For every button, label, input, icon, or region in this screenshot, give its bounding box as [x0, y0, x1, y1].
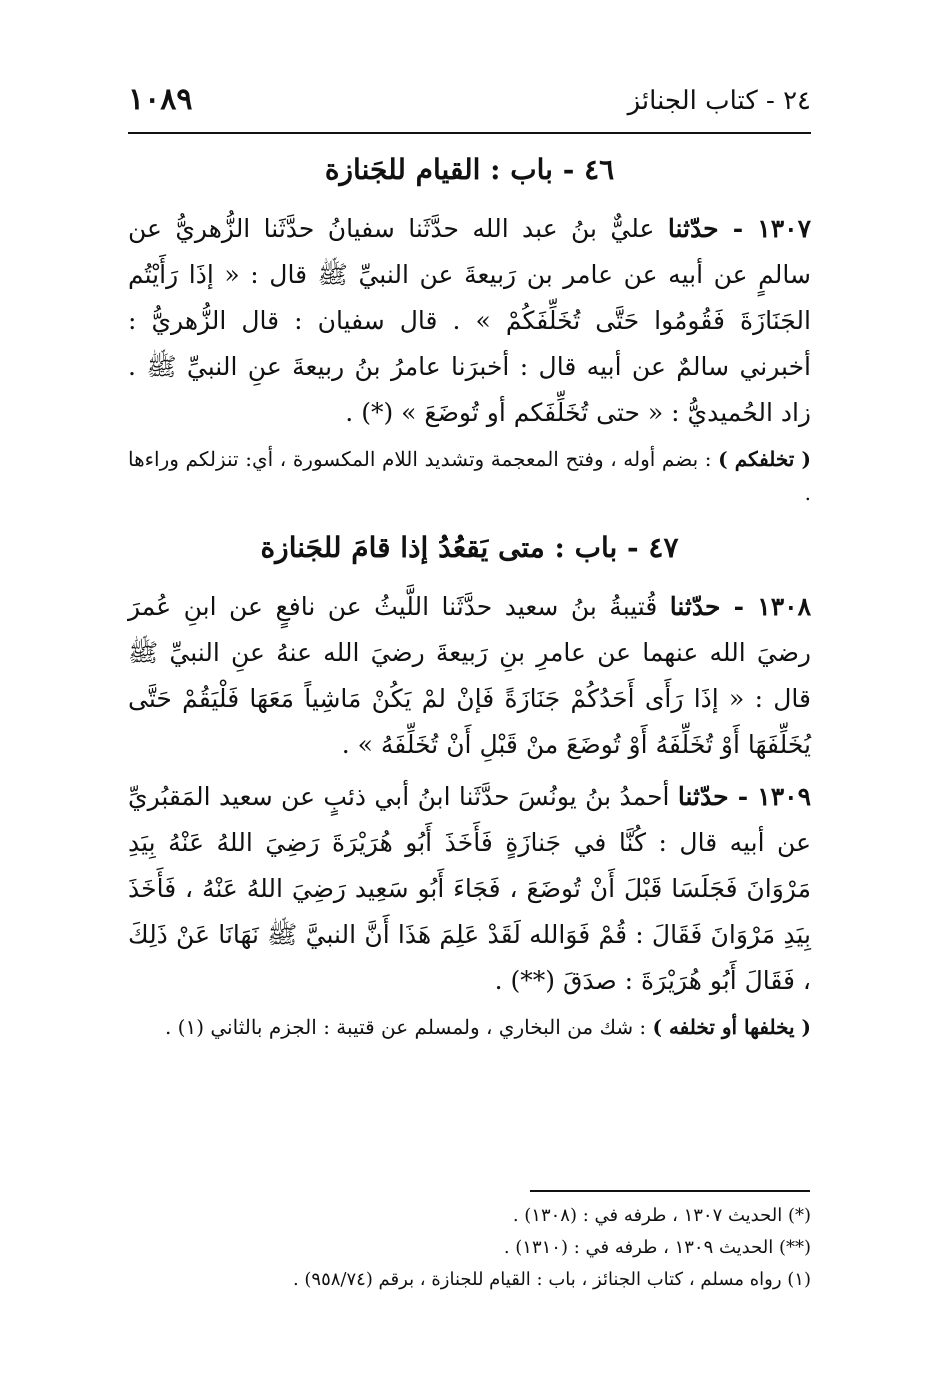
footnote: (*) الحديث ١٣٠٧ ، طرفه في : (١٣٠٨) .: [512, 1205, 811, 1226]
hadith-paragraph: [128, 774, 811, 1004]
hadith-number: ١٣٠٩ - حدّثنا: [677, 782, 811, 811]
hadith-paragraph: [128, 206, 811, 436]
section-heading: ٤٧ - باب : متى يَقعُدُ إذا قامَ للجَنازة: [260, 531, 679, 564]
header-rule: [128, 132, 811, 134]
hadith-number: ١٣٠٧ - حدّثنا: [667, 214, 812, 243]
footnote-rule: [530, 1190, 810, 1192]
note-text: : بضم أوله ، وفتح المعجمة وتشديد اللام المكسورة ، أي: تنزلكم وراءها .: [128, 447, 811, 505]
section-heading: ٤٦ - باب : القيام للجَنازة: [324, 153, 615, 186]
page-number: ١٠٨٩: [128, 82, 193, 117]
hadith-paragraph: [128, 584, 811, 768]
explanatory-note: [128, 442, 811, 510]
note-term: ( يخلفها أو تخلفه ): [652, 1015, 811, 1039]
chapter-title: ٢٤ - كتاب الجنائز: [627, 86, 811, 116]
explanatory-note: [128, 1010, 811, 1044]
hadith-number: ١٣٠٨ - حدّثنا: [669, 592, 811, 621]
footnote: (١) رواه مسلم ، كتاب الجنائز ، باب : القيام للجنازة ، برقم (٩٥٨/٧٤) .: [292, 1269, 811, 1290]
footnotes: [128, 1200, 811, 1296]
note-text: : شك من البخاري ، ولمسلم عن قتيبة : الجزم بالثاني (١) .: [164, 1015, 653, 1039]
hadith-text: قُتيبةُ بنُ سعيد حدَّثَنا اللَّيثُ عن نافعٍ عن ابنِ عُمرَ رضيَ الله عنهما عن عامرِ بنِ رَبيعةَ رضيَ الله عنهُ عنِ النبيِّ ﷺ قال : « إذَا رَأَى أَحَدُكُمْ جَنَازَةً فَإنْ لمْ يَكُنْ مَاشِياً مَعَهَا فَلْيَقُمْ حَتَّى يُخَلِّفَهَا أَوْ تُخَلِّفَهُ أَوْ تُوضَعَ منْ قَبْلِ أَنْ تُخَلِّفَهُ » .: [128, 592, 811, 759]
page-header: [128, 82, 811, 128]
page-body: [128, 148, 811, 1060]
hadith-text: عليٌّ بنُ عبد الله حدَّثَنا سفيانُ حدَّثَنا الزُّهريُّ عن سالمٍ عن أبيه عن عامر بن رَبيعةَ عن النبيِّ ﷺ قال : « إذَا رَأَيْتُم الجَنَازَةَ فَقُومُوا حَتَّى تُخَلِّفَكُمْ » . قال سفيان : قال الزُّهريُّ : أخبرني سالمٌ عن أبيه قال : أخبرَنا عامرُ بنُ ربيعةَ عنِ النبيِّ ﷺ . زاد الحُميديُّ : « حتى تُخَلِّفَكم أو تُوضَعَ » (*) .: [128, 214, 811, 427]
hadith-text: أحمدُ بنُ يونُسَ حدَّثَنا ابنُ أبي ذئبٍ عن سعيد المَقبُريِّ عن أبيه قال : كُنَّا في جَنازَةٍ فَأَخَذَ أَبُو هُرَيْرَةَ رَضِيَ اللهُ عَنْهُ بِيَدِ مَرْوَانَ فَجَلَسَا قَبْلَ أَنْ تُوضَعَ ، فَجَاءَ أَبُو سَعِيد رَضِيَ اللهُ عَنْهُ ، فَأَخَذَ بِيَدِ مَرْوَانَ فَقَالَ : قُمْ فَوَالله لَقَدْ عَلِمَ هَذَا أَنَّ النبيَّ ﷺ نَهَانَا عَنْ ذَلِكَ ، فَقَالَ أَبُو هُرَيْرَةَ : صدَقَ (**) .: [128, 782, 811, 995]
footnote: (**) الحديث ١٣٠٩ ، طرفه في : (١٣١٠) .: [503, 1237, 811, 1258]
note-term: ( تخلفكم ): [718, 447, 812, 471]
